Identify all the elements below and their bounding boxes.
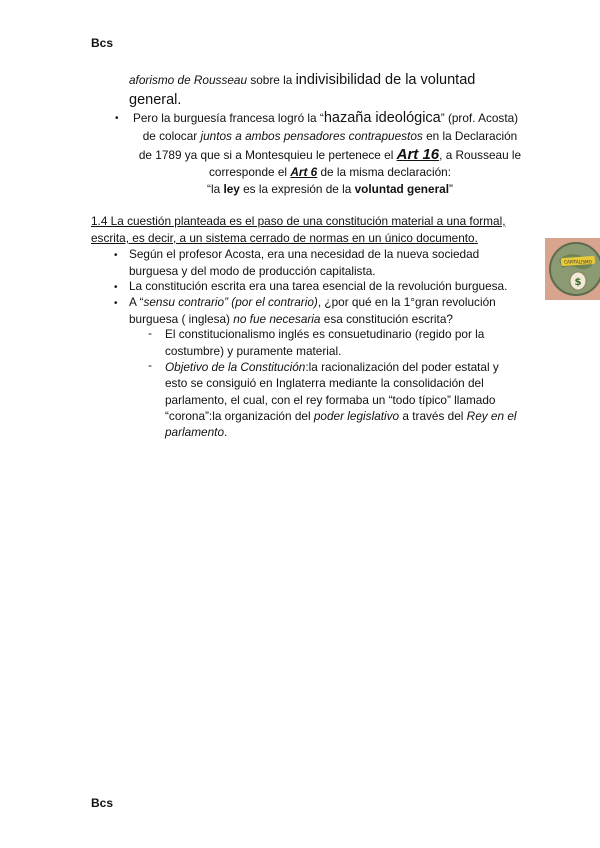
paragraph-burguesia-line: de 1789 ya que si a Montesquieu le pertenece el Art 16, a Rousseau le <box>138 146 522 163</box>
list-item: Según el profesor Acosta, era una necesidad de la nueva sociedad <box>129 247 480 261</box>
section-heading: escrita, es decir, a un sistema cerrado de normas en un único documento. <box>91 231 478 245</box>
paragraph-burguesia-line: corresponde el Art 6 de la misma declaración: <box>209 165 451 179</box>
bullet-icon: • <box>115 113 119 124</box>
sub-list-item: “corona”:la organización del poder legislativo a través del Rey en el <box>165 409 517 423</box>
bullet-icon: • <box>114 282 118 293</box>
paragraph-burguesia-line: de colocar juntos a ambos pensadores contrapuestos en la Declaración <box>142 129 518 143</box>
bullet-icon: • <box>114 250 118 261</box>
dash-icon: - <box>148 326 152 340</box>
rousseau-aphorism-text: aforismo de Rousseau <box>129 73 248 87</box>
paragraph-burguesia-line: Pero la burguesía francesa logró la “hazaña ideológica” (prof. Acosta) <box>133 110 519 126</box>
sub-list-item: parlamento, el cual, con el rey formaba un “todo típico” llamado <box>165 393 496 407</box>
sub-list-item: costumbre) y puramente material. <box>165 344 342 358</box>
sub-list-item: Objetivo de la Constitución:la racionalización del poder estatal y <box>165 360 499 374</box>
dash-icon: - <box>148 358 152 372</box>
section-heading: 1.4 La cuestión planteada es el paso de una constitución material a una formal, <box>91 214 506 228</box>
page-header: Bcs <box>91 36 114 50</box>
sub-list-item: parlamento. <box>165 425 228 439</box>
paragraph-rousseau: aforismo de Rousseau sobre la indivisibilidad de la voluntad <box>129 72 476 88</box>
quote-ley: “la ley es la expresión de la voluntad general” <box>207 182 453 196</box>
sub-list-item: El constitucionalismo inglés es consuetudinario (regido por la <box>165 327 485 341</box>
art-6-reference: Art 6 <box>290 165 318 179</box>
capitalism-sticker-image <box>545 238 600 300</box>
list-item: burguesa ( inglesa) no fue necesaria esa constitución escrita? <box>129 312 453 326</box>
list-item: A “sensu contrario” (por el contrario), ¿por qué en la 1°gran revolución <box>129 295 496 309</box>
sub-list-item: esto se consiguió en Inglaterra mediante la consolidación del <box>165 376 484 390</box>
capitalism-globe-icon <box>545 238 600 300</box>
dollar-icon: $ <box>574 277 582 288</box>
paragraph-rousseau-end: general. <box>129 92 182 108</box>
list-item: burguesa y del modo de producción capitalista. <box>129 264 376 278</box>
art-16-reference: Art 16 <box>396 146 440 163</box>
sticker-label: CAPITALISMO <box>564 259 592 265</box>
bullet-icon: • <box>114 298 118 309</box>
list-item: La constitución escrita era una tarea esencial de la revolución burguesa. <box>129 279 508 293</box>
page-footer: Bcs <box>91 796 114 810</box>
